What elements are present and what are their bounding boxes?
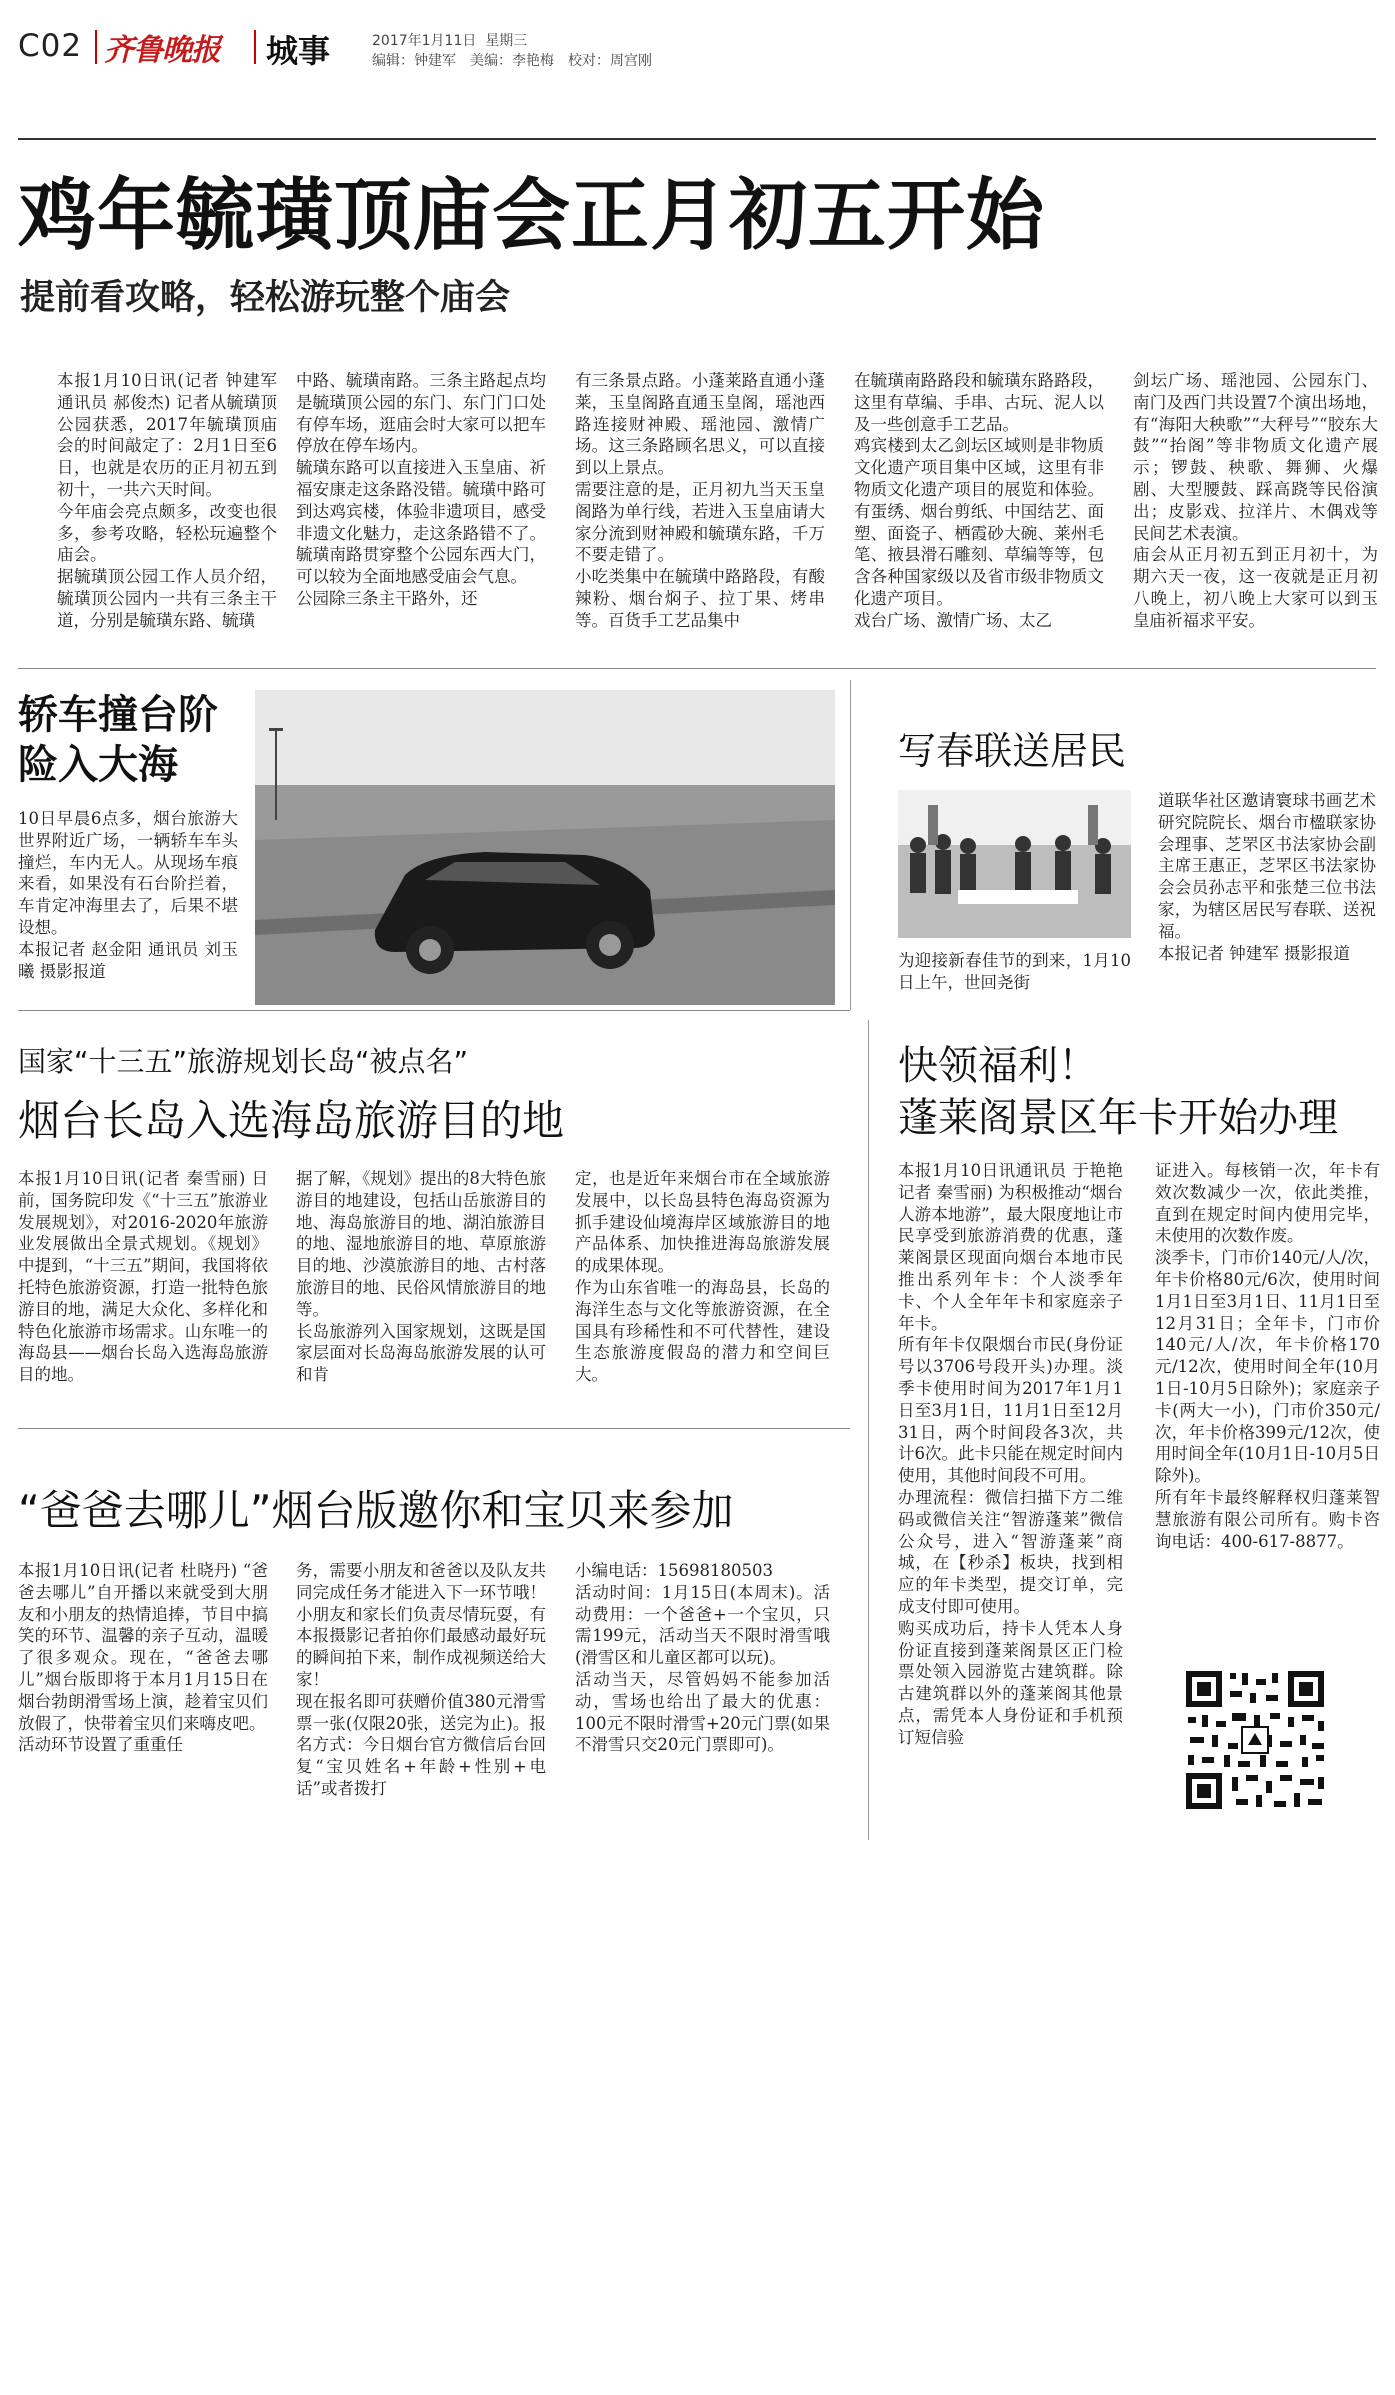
- fuli-headline-line2: 蓬莱阁景区年卡开始办理: [898, 1095, 1338, 1141]
- credits: 编辑：钟建军 美编：李艳梅 校对：周宫刚: [372, 53, 652, 69]
- section-rule: [18, 668, 1376, 669]
- couplets-headline: 写春联送居民: [898, 729, 1127, 773]
- page-number: C02: [18, 28, 83, 64]
- lead-subhead: 提前看攻略，轻松游玩整个庙会: [20, 278, 511, 318]
- couplets-photo: [898, 790, 1131, 938]
- tourism-kicker: 国家“十三五”旅游规划长岛“被点名”: [18, 1045, 469, 1078]
- car-headline-line1: 轿车撞台阶: [18, 692, 218, 738]
- column-divider: [868, 1020, 869, 1840]
- date: 2017年1月11日: [372, 33, 477, 49]
- car-headline-line2: 险入大海: [18, 742, 178, 788]
- couplets-caption: 为迎接新春佳节的到来，1月10日上午，世回尧街: [898, 951, 1131, 992]
- weekday: 星期三: [485, 33, 528, 49]
- car-headline: [18, 690, 218, 790]
- issue-date: [372, 30, 527, 50]
- newspaper-logo: 齐鲁晚报: [104, 33, 220, 68]
- masthead-rule: [18, 138, 1376, 140]
- tourism-col-3: 定，也是近年来烟台市在全域旅游发展中，以长岛县特色海岛资源为抓手建设仙境海岸区域旅游目的地产品体系、加快推进海岛旅游发展的成果体现。 作为山东省唯一的海岛县，长岛的海洋生态与文化等旅游资源，在全国具有珍稀性和不可代替性，建设生态旅游度假岛的潜力和空间巨大。: [575, 1169, 830, 1385]
- section-rule: [18, 1428, 850, 1429]
- qr-code-icon: [1180, 1665, 1330, 1815]
- car-body: 10日早晨6点多，烟台旅游大世界附近广场，一辆轿车车头撞烂，车内无人。从现场车痕来看，如果没有石台阶拦着，车肯定冲海里去了，后果不堪设想。 本报记者 赵金阳 通讯员 刘玉曦 摄影报道: [18, 809, 238, 981]
- dad-col-2: 务，需要小朋友和爸爸以及队友共同完成任务才能进入下一环节哦！小朋友和家长们负责尽情玩耍，有本报摄影记者拍你们最感动最好玩的瞬间拍下来，制作成视频送给大家！ 现在报名即可获赠价值380元滑雪票一张(仅限20张，送完为止)。报名方式：今日烟台官方微信后台回复“宝贝姓名+年龄+性别+电话”或者拨打: [296, 1561, 546, 1798]
- lead-col-5: 剑坛广场、瑶池园、公园东门、南门及西门共设置7个演出场地，有“海阳大秧歌”“大秤号”“胶东大鼓”“抬阁”等非物质文化遗产展示；锣鼓、秧歌、舞狮、火爆剧、大型腰鼓、踩高跷等民俗演出；皮影戏、拉洋片、木偶戏等民间艺术表演。 庙会从正月初五到正月初十，为期六天一夜，这一夜就是正月初八晚上，初八晚上大家可以到玉皇庙祈福求平安。: [1133, 371, 1378, 630]
- lead-col-2: 中路、毓璜南路。三条主路起点均是毓璜顶公园的东门、东门门口处有停车场，逛庙会时大家可以把车停放在停车场内。 毓璜东路可以直接进入玉皇庙、祈福安康走这条路没错。毓璜中路可到达鸡宾楼，体验非遗项目，感受非遗文化魅力，走这条路错不了。毓璜南路贯穿整个公园东西大门，可以较为全面地感受庙会气息。 公园除三条主干路外，还: [296, 371, 546, 608]
- couplets-body: 道联华社区邀请寰球书画艺术研究院院长、烟台市楹联家协会理事、芝罘区书法家协会副主席王惠正，芝罘区书法家协会会员孙志平和张楚三位书法家，为辖区居民写春联、送祝福。 本报记者 钟建军 摄影报道: [1158, 791, 1376, 963]
- fuli-headline-line1: 快领福利！: [898, 1043, 1098, 1089]
- lead-col-4: 在毓璜南路路段和毓璜东路路段，这里有草编、手串、古玩、泥人以及一些创意手工艺品。 鸡宾楼到太乙剑坛区域则是非物质文化遗产项目集中区域，这里有非物质文化遗产项目的展览和体验。有蛋绣、烟台剪纸、中国结艺、面塑、面瓷子、栖霞砂大碗、莱州毛笔、掖县滑石雕刻、草编等等，包含各种国家级以及省市级非物质文化遗产项目。 戏台广场、激情广场、太乙: [854, 371, 1104, 630]
- divider-bar: [95, 30, 97, 64]
- dad-col-3: 小编电话：15698180503 活动时间：1月15日(本周末)。活动费用：一个爸爸+一个宝贝，只需199元，活动当天不限时滑雪哦(滑雪区和儿童区都可以玩)。 活动当天，尽管妈妈不能参加活动，雪场也给出了最大的优惠：100元不限时滑雪+20元门票(如果不滑雪只交20元门票即可)。: [575, 1561, 830, 1755]
- car-photo-graphic: [255, 690, 835, 1005]
- fuli-headline: [898, 1040, 1338, 1144]
- car-photo: [255, 690, 835, 1005]
- fuli-col-2: 证进入。每核销一次，年卡有效次数减少一次，依此类推，直到在规定时间内使用完毕，未使用的次数作废。 淡季卡，门市价140元/人/次，年卡价格80元/6次，使用时间1月1日至3月1日、11月1日至12月31日；全年卡，门市价140元/人/次，年卡价格170元/12次，使用时间全年(10月1日-10月5日除外)；家庭亲子卡(两大一小)，门市价350元/次，年卡价格399元/12次，使用时间全年(10月1日-10月5日除外)。 所有年卡最终解释权归蓬莱智慧旅游有限公司所有。购卡咨询电话：400-617-8877。: [1155, 1161, 1380, 1551]
- fuli-col-1: 本报1月10日讯通讯员 于艳艳 记者 秦雪丽) 为积极推动“烟台人游本地游”，最大限度地让市民享受到旅游消费的优惠，蓬莱阁景区现面向烟台本地市民推出系列年卡：个人淡季年卡、个人全年年卡和家庭亲子年卡。 所有年卡仅限烟台市民(身份证号以3706号段开头)办理。淡季卡使用时间为2017年1月1日至3月1日，11月1日至12月31日，两个时间段各3次，共计6次。此卡只能在规定时间内使用，其他时间段不可用。 办理流程：微信扫描下方二维码或微信关注“智游蓬莱”微信公众号，进入“智游蓬莱”商城，在【秒杀】板块，找到相应的年卡类型，提交订单，完成支付即可使用。 购买成功后，持卡人凭本人身份证直接到蓬莱阁景区正门检票处领入园游览古建筑群。除古建筑群以外的蓬莱阁其他景点，需凭本人身份证和手机预订短信验: [898, 1161, 1123, 1747]
- divider-bar: [254, 30, 256, 64]
- lead-col-3: 有三条景点路。小蓬莱路直通小蓬莱，玉皇阁路直通玉皇阁，瑶池西路连接财神殿、瑶池园、激情广场。这三条路顾名思义，可以直接到以上景点。 需要注意的是，正月初九当天玉皇阁路为单行线，若进入玉皇庙请大家分流到财神殿和毓璜东路，千万不要走错了。 小吃类集中在毓璜中路路段，有酸辣粉、烟台焖子、拉丁果、烤串等。百货手工艺品集中: [575, 371, 825, 630]
- dad-headline: “爸爸去哪儿”烟台版邀你和宝贝来参加: [18, 1486, 734, 1535]
- dad-col-1: 本报1月10日讯(记者 杜晓丹) “爸爸去哪儿”自开播以来就受到大朋友和小朋友的热情追捧，节目中搞笑的环节、温馨的亲子互动，温暖了很多观众。现在，“爸爸去哪儿”烟台版即将于本月1月15日在烟台勃朗滑雪场上演，趁着宝贝们放假了，快带着宝贝们来嗨皮吧。 活动环节设置了重重任: [18, 1561, 268, 1755]
- section-name: 城事: [266, 32, 331, 70]
- section-rule: [18, 1010, 850, 1011]
- lead-headline: 鸡年毓璜顶庙会正月初五开始: [18, 171, 1046, 261]
- lead-col-1: 本报1月10日讯(记者 钟建军 通讯员 郝俊杰) 记者从毓璜顶公园获悉，2017年毓璜顶庙会的时间敲定了：2月1日至6日，也就是农历的正月初五到初十，一共六天时间。 今年庙会亮点颇多，改变也很多，参考攻略，轻松玩遍整个庙会。 据毓璜顶公园工作人员介绍，毓璜顶公园内一共有三条主干道，分别是毓璜东路、毓璜: [57, 371, 277, 630]
- tourism-col-2: 据了解，《规划》提出的8大特色旅游目的地建设，包括山岳旅游目的地、海岛旅游目的地、湖泊旅游目的地、湿地旅游目的地、草原旅游目的地、沙漠旅游目的地、古村落旅游目的地、民俗风情旅游目的地等。 长岛旅游列入国家规划，这既是国家层面对长岛海岛旅游发展的认可和肯: [296, 1169, 546, 1385]
- qr-code[interactable]: [1180, 1665, 1330, 1815]
- couplets-photo-graphic: [898, 790, 1131, 938]
- tourism-col-1: 本报1月10日讯(记者 秦雪丽) 日前，国务院印发《“十三五”旅游业发展规划》，对2016-2020年旅游业发展做出全景式规划。《规划》中提到，“十三五”期间，我国将依托特色旅游资源，打造一批特色旅游目的地，满足大众化、多样化和特色化旅游市场需求。山东唯一的海岛县——烟台长岛入选海岛旅游目的地。: [18, 1169, 268, 1385]
- column-divider: [850, 680, 851, 1010]
- tourism-headline: 烟台长岛入选海岛旅游目的地: [18, 1096, 565, 1145]
